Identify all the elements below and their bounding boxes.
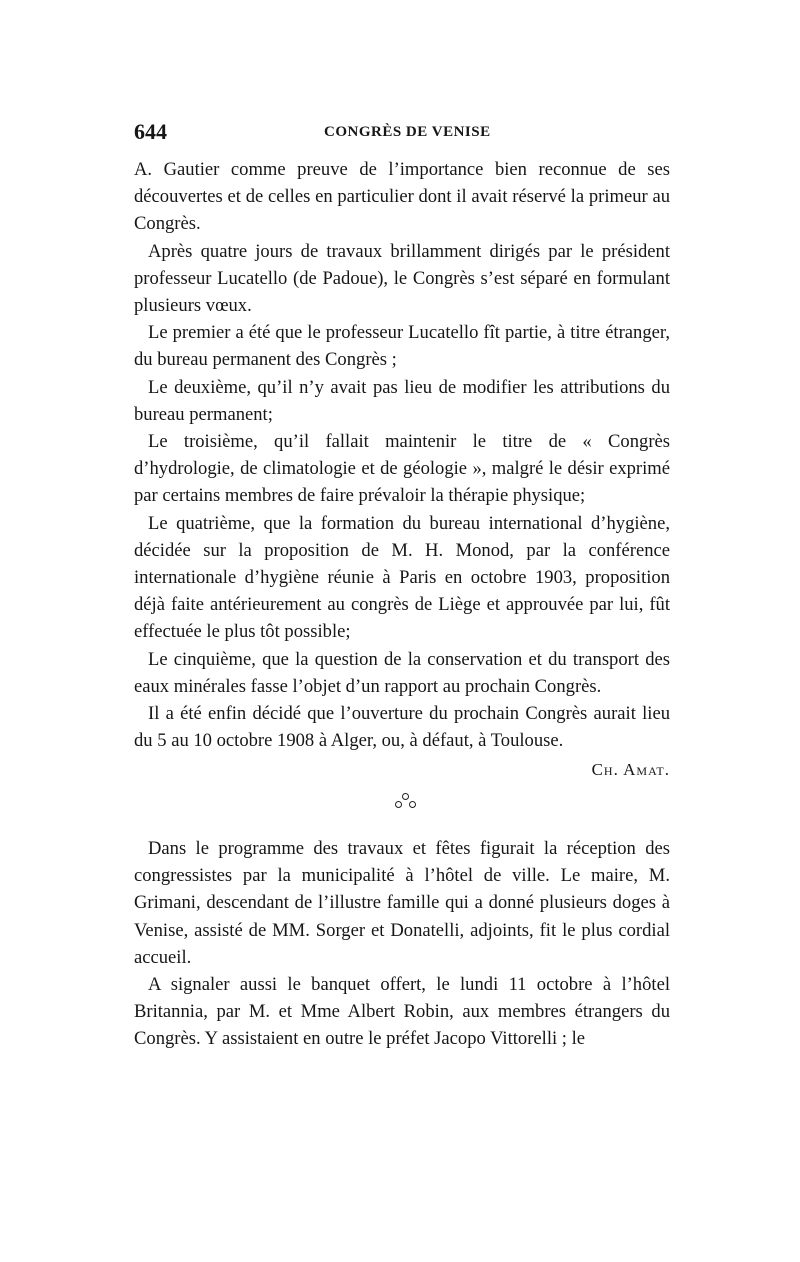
page-header — [134, 119, 670, 147]
page-number: 644 — [134, 119, 167, 144]
paragraph-reception: Dans le programme des travaux et fêtes figurait la réception des congressistes par la municipalité à l’hôtel de ville. Le maire, M. Grimani, descendant de l’illustre famille qui a donné plusieurs doges à Venise, assisté de MM. Sorger et Donatelli, adjoints, fit le plus cordial accueil. — [134, 838, 670, 968]
ornament-circle — [395, 801, 402, 808]
running-head: CONGRÈS DE VENISE — [324, 124, 491, 140]
paragraph-wish-3: Le troisième, qu’il fallait maintenir le titre de « Congrès d’hydrologie, de climatologie et de géologie », malgré le désir exprimé par certains membres de faire prévaloir la thérapie physique; — [134, 431, 670, 507]
paragraph-next-congress: Il a été enfin décidé que l’ouverture du prochain Congrès aurait lieu du 5 au 10 octobre 1908 à Alger, ou, à défaut, à Toulouse. — [134, 703, 670, 752]
paragraph-wish-5: Le cinquième, que la question de la conservation et du transport des eaux minérales fasse l’objet d’un rapport au prochain Congrès. — [134, 648, 670, 697]
author-signature: Ch. Amat. — [591, 760, 670, 779]
paragraph-wish-1: Le premier a été que le professeur Lucatello fît partie, à titre étranger, du bureau permanent des Congrès ; — [134, 322, 670, 371]
ornament-circle — [409, 801, 416, 808]
report-text-block — [134, 156, 670, 754]
section-separator-asterism — [394, 790, 418, 810]
paragraph-closing-summary: Après quatre jours de travaux brillamment dirigés par le président professeur Lucatello (de Padoue), le Congrès s’est séparé en formulant plusieurs vœux. — [134, 240, 670, 317]
ornament-circle — [402, 793, 409, 800]
paragraph-wish-4: Le quatrième, que la formation du bureau international d’hygiène, décidée sur la proposition de M. H. Monod, par la conférence internationale d’hygiène réunie à Paris en octobre 1903, proposition déjà faite antérieurement au congrès de Liège et approuvée par lui, fût effectuée le plus tôt possible; — [134, 512, 670, 643]
paragraph-continuation: A. Gautier comme preuve de l’importance bien reconnue de ses découvertes et de celles en particulier dont il avait réservé la primeur au Congrès. — [134, 159, 670, 235]
paragraph-banquet: A signaler aussi le banquet offert, le lundi 11 octobre à l’hôtel Britannia, par M. et Mme Albert Robin, aux membres étrangers du Congrès. Y assistaient en outre le préfet Jacopo Vittorelli ; le — [134, 974, 670, 1050]
paragraph-wish-2: Le deuxième, qu’il n’y avait pas lieu de modifier les attributions du bureau permanent; — [134, 376, 670, 425]
festivities-text-block — [134, 835, 670, 1053]
